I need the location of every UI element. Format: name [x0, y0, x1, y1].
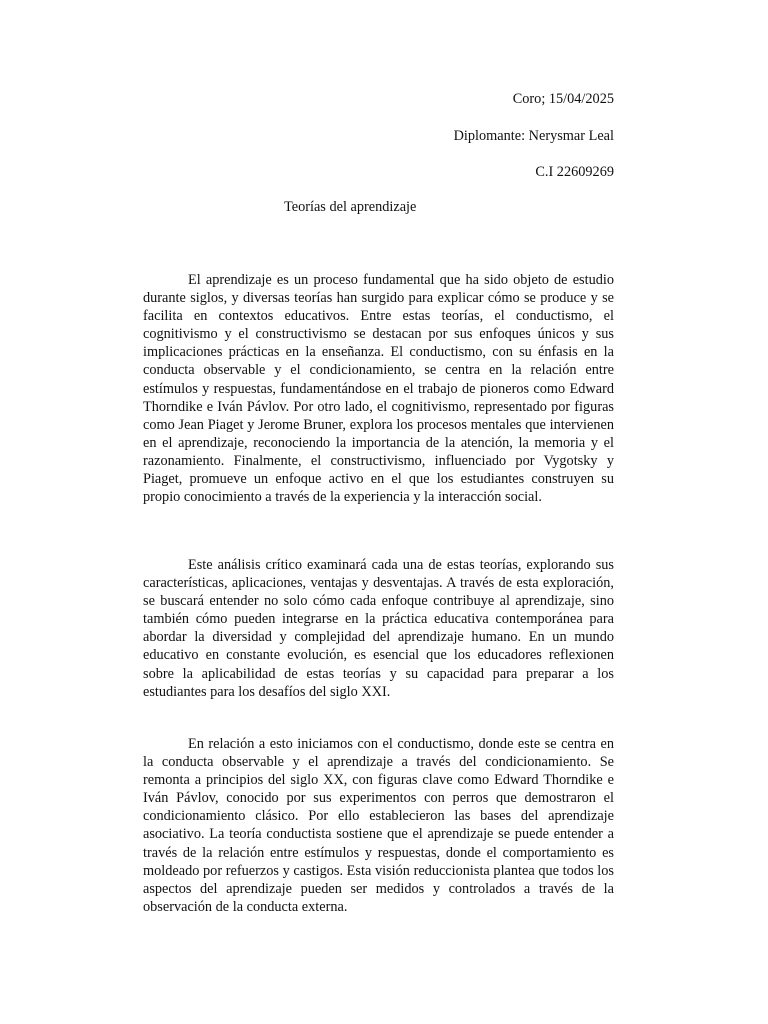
paragraph-intro: El aprendizaje es un proceso fundamental que ha sido objeto de estudio durante siglos, y diversas teorías han surgido para explicar cómo se produce y se facilita en contextos educativos. Entre estas teorías, el conductismo, el cognitivismo y el constructivismo se destacan por sus enfoques únicos y sus implicaciones prácticas en la enseñanza. El conductismo, con su énfasis en la conducta observable y el condicionamiento, se centra en la relación entre estímulos y respuestas, fundamentándose en el trabajo de pioneros como Edward Thorndike e Iván Pávlov. Por otro lado, el cognitivismo, representado por figuras como Jean Piaget y Jerome Bruner, explora los procesos mentales que intervienen en el aprendizaje, reconociendo la importancia de la atención, la memoria y el razonamiento. Finalmente, el constructivismo, influenciado por Vygotsky y Piaget, promueve un enfoque activo en el que los estudiantes construyen su propio conocimiento a través de la experiencia y la interacción social. [143, 272, 614, 506]
author-line: Diplomante: Nerysmar Leal [453, 128, 614, 144]
place-date: Coro; 15/04/2025 [512, 91, 614, 107]
paragraph-conductism: En relación a esto iniciamos con el conductismo, donde este se centra en la conducta observable y el aprendizaje a través del condicionamiento. Se remonta a principios del siglo XX, con figuras clave como Edward Thorndike e Iván Pávlov, conocido por sus experimentos con perros que demostraron el condicionamiento clásico. Por ello establecieron las bases del aprendizaje asociativo. La teoría conductista sostiene que el aprendizaje se puede entender a través de la relación entre estímulos y respuestas, donde el comportamiento es moldeado por refuerzos y castigos. Esta visión reduccionista plantea que todos los aspectos del aprendizaje pueden ser medidos y controlados a través de la observación de la conducta externa. [143, 736, 614, 915]
paragraph-analysis: Este análisis crítico examinará cada una de estas teorías, explorando sus características, aplicaciones, ventajas y desventajas. A través de esta exploración, se buscará entender no solo cómo cada enfoque contribuye al aprendizaje, sino también cómo pueden integrarse en la práctica educativa contemporánea para abordar la diversidad y complejidad del aprendizaje humano. En un mundo educativo en constante evolución, es esencial que los educadores reflexionen sobre la aplicabilidad de estas teorías y su capacidad para preparar a los estudiantes para los desafíos del siglo XXI. [143, 557, 614, 700]
document-title: Teorías del aprendizaje [284, 199, 417, 215]
id-number: C.I 22609269 [535, 164, 614, 180]
